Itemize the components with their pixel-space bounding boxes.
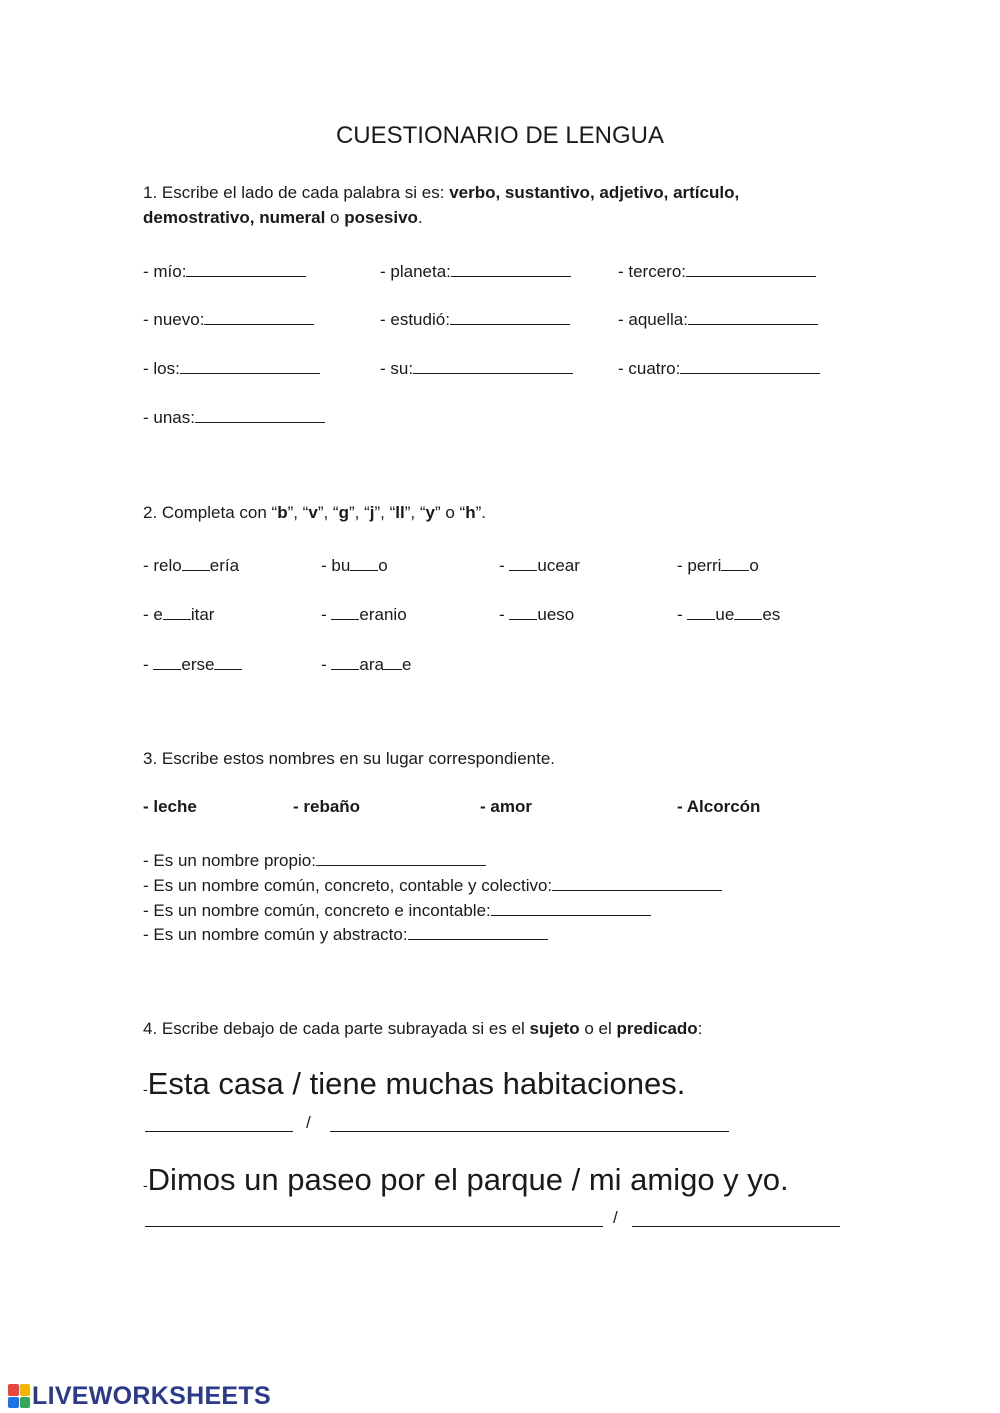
q1-item: - su: — [380, 355, 573, 379]
letter-blank[interactable] — [384, 651, 402, 670]
answer-blank[interactable] — [552, 872, 722, 891]
q4-sentence-1: -Esta casa / tiene muchas habitaciones. — [143, 1066, 686, 1101]
answer-blank[interactable] — [330, 1131, 729, 1132]
logo-mark-icon — [8, 1384, 30, 1408]
q2-prompt: 2. Completa con “b”, “v”, “g”, “j”, “ll”, “y” o “h”. — [143, 503, 487, 522]
answer-blank[interactable] — [632, 1226, 840, 1227]
letter-blank[interactable] — [509, 552, 537, 571]
q1-item: - unas: — [143, 404, 325, 428]
answer-blank[interactable] — [413, 355, 573, 374]
slash-separator: / — [613, 1208, 618, 1227]
q2-word: - ucear — [499, 552, 580, 576]
answer-blank[interactable] — [686, 258, 816, 277]
q1-item: - los: — [143, 355, 320, 379]
q3-line: - Es un nombre común, concreto e incontable: — [143, 897, 651, 921]
q3-prompt: 3. Escribe estos nombres en su lugar correspondiente. — [143, 749, 556, 768]
q3-name: - amor — [480, 797, 532, 816]
letter-blank[interactable] — [153, 651, 181, 670]
answer-blank[interactable] — [491, 897, 651, 916]
q2-word: - perri o — [677, 552, 759, 576]
q2-word: - eranio — [321, 601, 407, 625]
q1-item: - aquella: — [618, 306, 818, 330]
q2-word: - ara e — [321, 651, 411, 675]
answer-blank[interactable] — [316, 847, 486, 866]
q1-item: - planeta: — [380, 258, 571, 282]
logo-text: LIVEWORKSHEETS — [32, 1381, 271, 1410]
letter-blank[interactable] — [734, 601, 762, 620]
q2-word: - bu o — [321, 552, 388, 576]
answer-blank[interactable] — [186, 258, 306, 277]
answer-blank[interactable] — [180, 355, 320, 374]
letter-blank[interactable] — [509, 601, 537, 620]
q2-word: - ue es — [677, 601, 780, 625]
q1-item: - tercero: — [618, 258, 816, 282]
q1-item: - nuevo: — [143, 306, 314, 330]
letter-blank[interactable] — [214, 651, 242, 670]
answer-blank[interactable] — [145, 1131, 293, 1132]
q1-prompt-line1: 1. Escribe el lado de cada palabra si es: verbo, sustantivo, adjetivo, artículo, — [143, 183, 740, 202]
q4-prompt: 4. Escribe debajo de cada parte subrayada si es el sujeto o el predicado: — [143, 1019, 703, 1038]
q2-word: - ueso — [499, 601, 574, 625]
q2-word: - relo ería — [143, 552, 239, 576]
q4-sentence-2: -Dimos un paseo por el parque / mi amigo y yo. — [143, 1162, 789, 1197]
q2-word: - e itar — [143, 601, 214, 625]
q2-word: - erse — [143, 651, 242, 675]
letter-blank[interactable] — [331, 601, 359, 620]
q3-line: - Es un nombre propio: — [143, 847, 486, 871]
answer-blank[interactable] — [450, 306, 570, 325]
q1-item: - estudió: — [380, 306, 570, 330]
q3-line: - Es un nombre común, concreto, contable y colectivo: — [143, 872, 722, 896]
page-title: CUESTIONARIO DE LENGUA — [335, 122, 665, 149]
q3-name: - leche — [143, 797, 197, 816]
answer-blank[interactable] — [145, 1226, 603, 1227]
slash-separator: / — [306, 1113, 311, 1132]
letter-blank[interactable] — [721, 552, 749, 571]
q3-line: - Es un nombre común y abstracto: — [143, 921, 548, 945]
liveworksheets-logo — [8, 1381, 271, 1411]
letter-blank[interactable] — [182, 552, 210, 571]
answer-blank[interactable] — [688, 306, 818, 325]
letter-blank[interactable] — [350, 552, 378, 571]
q3-name: - rebaño — [293, 797, 361, 816]
letter-blank[interactable] — [687, 601, 715, 620]
answer-blank[interactable] — [204, 306, 314, 325]
letter-blank[interactable] — [163, 601, 191, 620]
q1-item: - cuatro: — [618, 355, 820, 379]
answer-blank[interactable] — [451, 258, 571, 277]
q1-prompt-line2: demostrativo, numeral o posesivo. — [143, 208, 423, 227]
q1-item: - mío: — [143, 258, 306, 282]
answer-blank[interactable] — [680, 355, 820, 374]
answer-blank[interactable] — [195, 404, 325, 423]
letter-blank[interactable] — [331, 651, 359, 670]
q3-name: - Alcorcón — [677, 797, 761, 816]
answer-blank[interactable] — [408, 921, 548, 940]
